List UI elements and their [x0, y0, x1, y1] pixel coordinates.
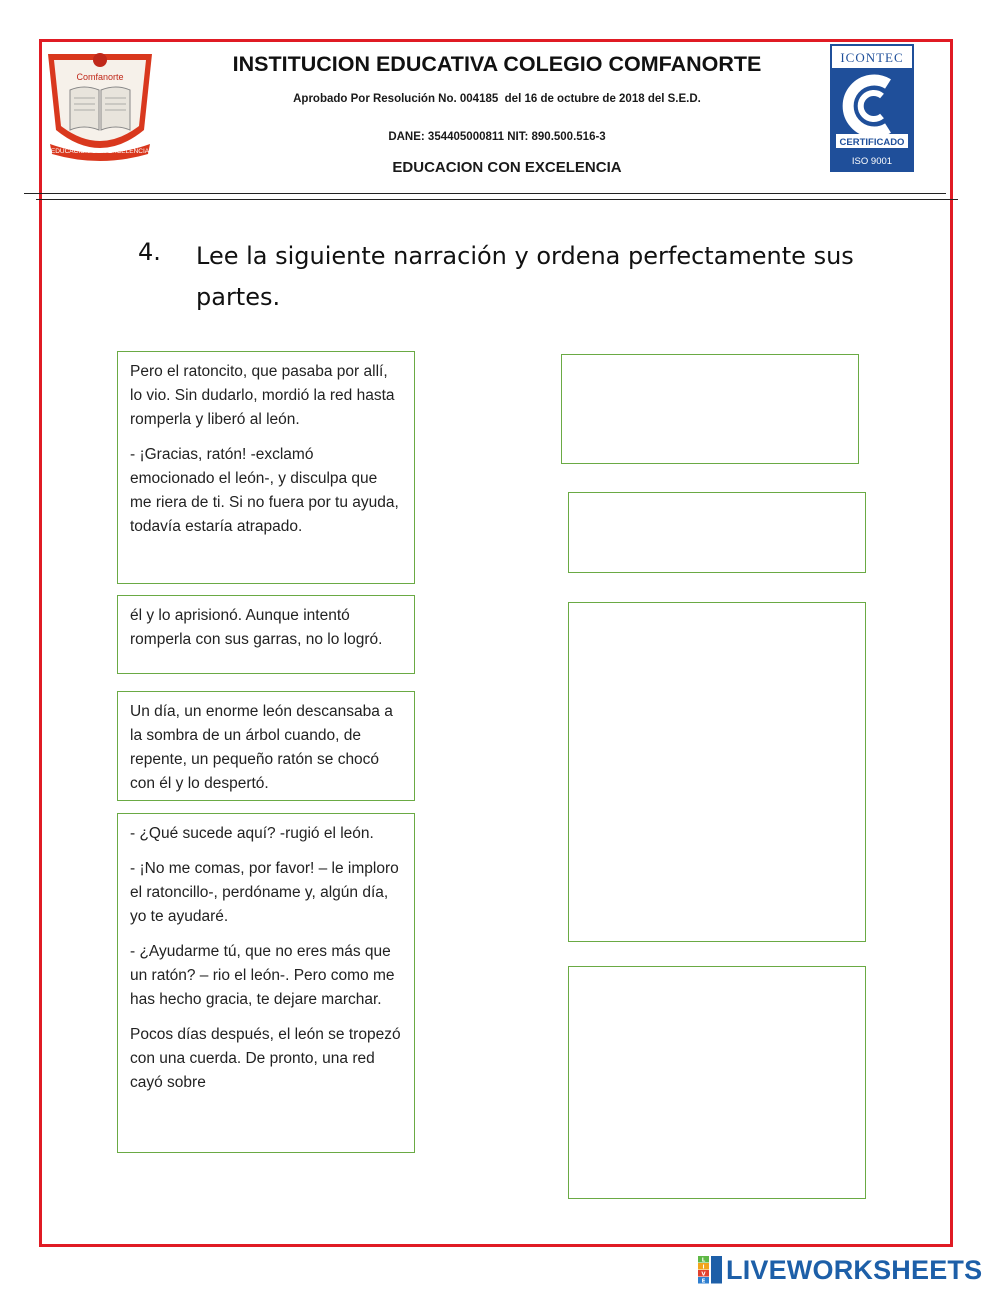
comfanorte-logo	[44, 44, 156, 166]
header-divider-bottom	[36, 199, 958, 200]
liveworksheets-brand	[698, 1254, 982, 1286]
svg-text:I: I	[702, 1264, 705, 1271]
story-card-3[interactable]	[117, 691, 415, 801]
story-card-4-paragraph-1: - ¿Qué sucede aquí? -rugió el león.	[130, 825, 374, 842]
header-divider-top	[24, 193, 946, 194]
drop-slot-1[interactable]	[561, 354, 859, 464]
approval-text: Aprobado Por Resolución No. 004185 del 16 de octubre de 2018 del S.E.D.	[293, 93, 701, 105]
dane-nit-text: DANE: 354405000811 NIT: 890.500.516-3	[388, 131, 606, 143]
svg-text:CERTIFICADO: CERTIFICADO	[839, 137, 905, 148]
motto-text: EDUCACION CON EXCELENCIA	[392, 159, 622, 176]
story-card-3-paragraph-1: Un día, un enorme león descansaba a la sombra de un árbol cuando, de repente, un pequeño ratón se chocó con él y lo despertó.	[130, 703, 393, 792]
drop-slot-3[interactable]	[568, 602, 866, 942]
question-number: 4.	[138, 238, 161, 266]
svg-text:V: V	[701, 1271, 706, 1278]
icontec-logo	[830, 44, 914, 172]
svg-text:Comfanorte: Comfanorte	[76, 72, 124, 82]
svg-text:E: E	[701, 1278, 706, 1284]
story-card-1[interactable]	[117, 351, 415, 584]
liveworksheets-icon	[698, 1256, 722, 1284]
drop-slot-4[interactable]	[568, 966, 866, 1199]
story-card-1-paragraph-2: - ¡Gracias, ratón! -exclamó emocionado el león-, y disculpa que me riera de ti. Si no fuera por tu ayuda, todavía estaría atrapado.	[130, 446, 399, 535]
svg-text:ISO 9001: ISO 9001	[851, 156, 893, 167]
story-card-1-paragraph-1: Pero el ratoncito, que pasaba por allí, lo vio. Sin dudarlo, mordió la red hasta romperla y liberó al león.	[130, 363, 395, 428]
story-card-4-paragraph-3: - ¿Ayudarme tú, que no eres más que un ratón? – rio el león-. Pero como me has hecho gracia, te dejare marchar.	[130, 943, 395, 1008]
drop-slot-2[interactable]	[568, 492, 866, 573]
svg-text:EDUCACIÓN CON EXCELENCIA: EDUCACIÓN CON EXCELENCIA	[50, 148, 150, 155]
story-card-4-paragraph-4: Pocos días después, el león se tropezó con una cuerda. De pronto, una red cayó sobre	[130, 1026, 401, 1091]
question-text: Lee la siguiente narración y ordena perfectamente sus partes.	[196, 242, 854, 311]
liveworksheets-wordmark: LIVEWORKSHEETS	[726, 1254, 983, 1285]
story-card-2[interactable]	[117, 595, 415, 674]
story-card-4[interactable]	[117, 813, 415, 1153]
institution-title: INSTITUCION EDUCATIVA COLEGIO COMFANORTE	[232, 52, 762, 76]
story-card-2-paragraph-1: él y lo aprisionó. Aunque intentó romperla con sus garras, no lo logró.	[130, 607, 383, 648]
svg-text:L: L	[701, 1257, 706, 1264]
story-card-4-paragraph-2: - ¡No me comas, por favor! – le imploro el ratoncillo-, perdóname y, algún día, yo te ayudaré.	[130, 860, 399, 925]
svg-text:ICONTEC: ICONTEC	[840, 50, 904, 65]
